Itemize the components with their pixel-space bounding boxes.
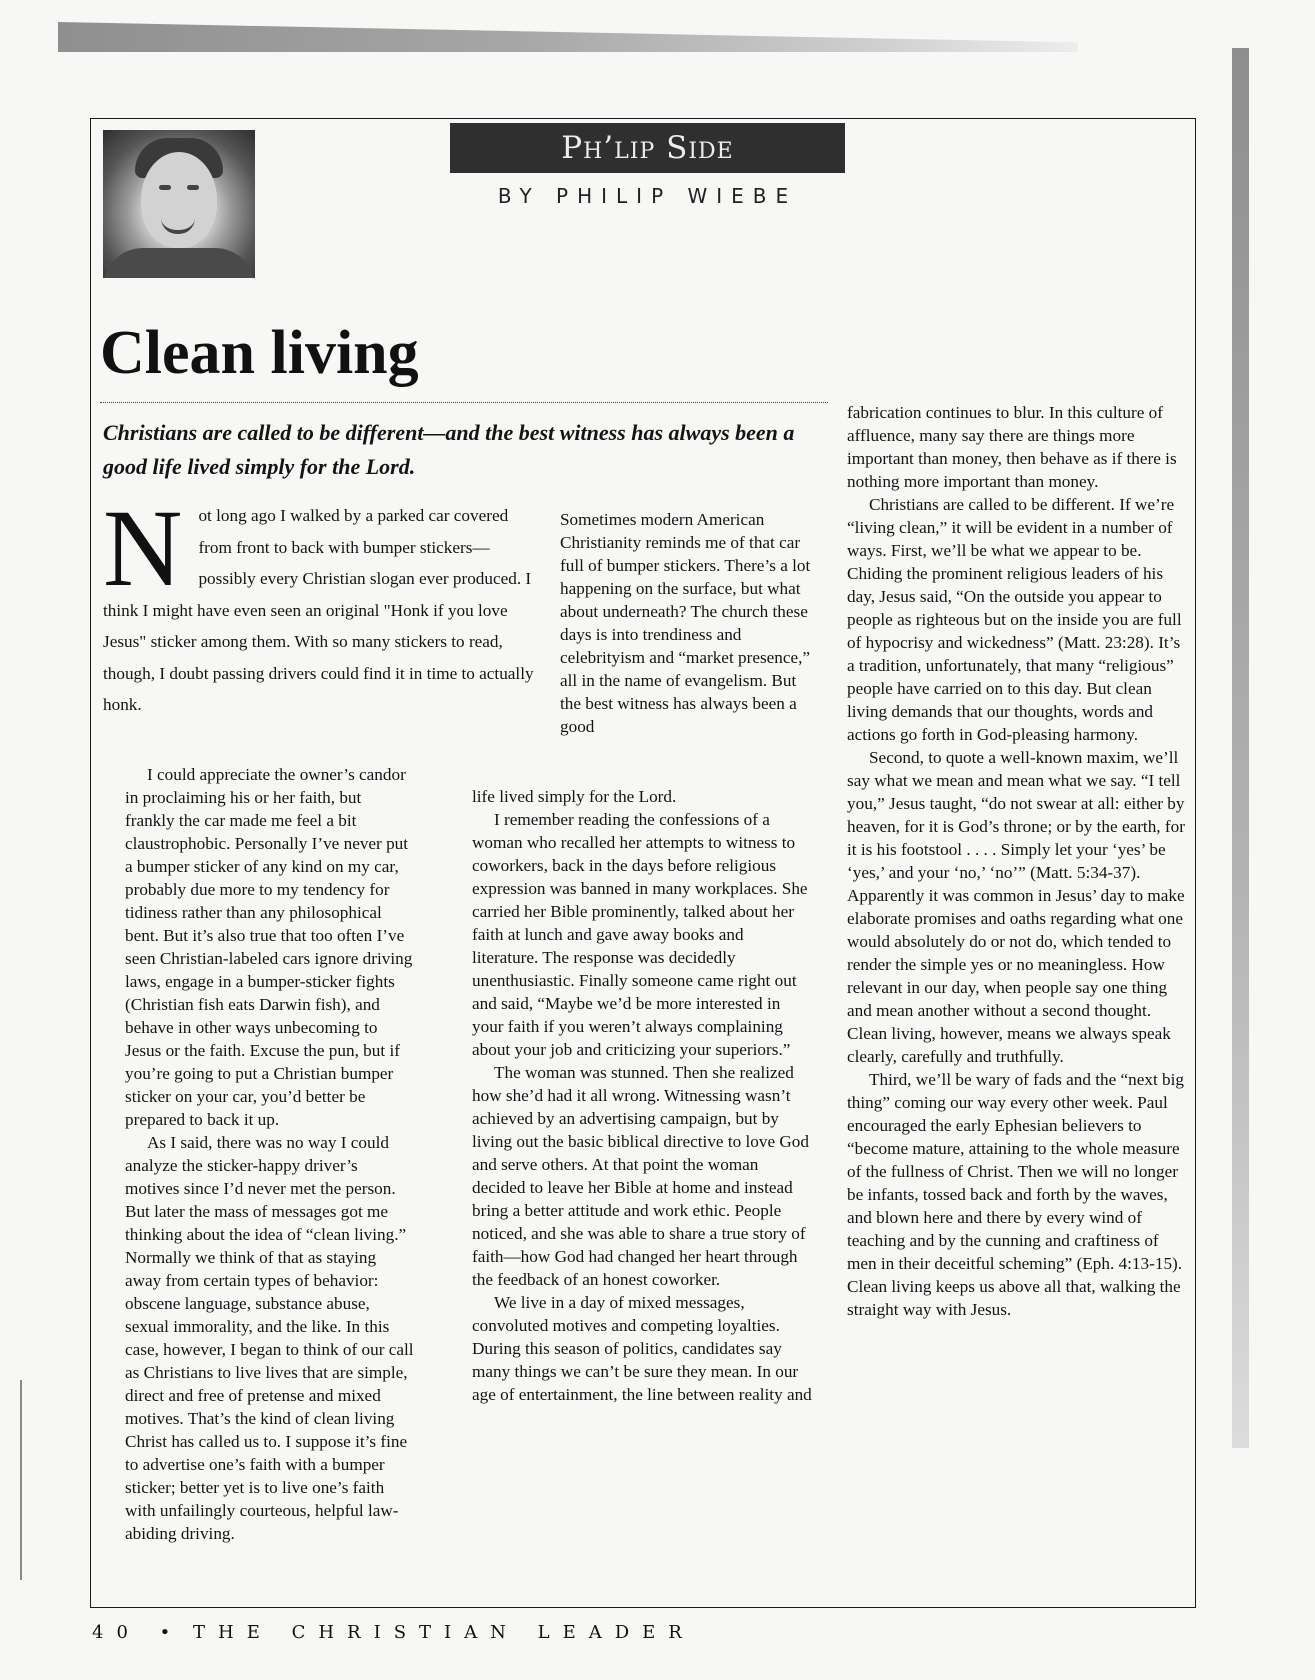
paragraph: The woman was stunned. Then she realized how she’d had it all wrong. Witnessing wasn’t achieved by an advertising campaign, but by living out the basic biblical directive to love God and serve others. At that point the woman decided to leave her Bible at home and instead bring a better attitude and work ethic. People noticed, and she was able to share a true story of faith—how God had changed her heart through the feedback of an honest coworker. [472,1063,809,1289]
page-number: 40 [92,1622,141,1643]
column-2-pullout [560,508,815,738]
article-deck: Christians are called to be different—and the best witness has always been a good life lived simply for the Lord. [103,420,795,479]
page-footer [92,1622,695,1643]
column-name-banner: Ph’lip Side [450,123,845,173]
paragraph: We live in a day of mixed messages, convoluted motives and competing loyalties. During this season of politics, candidates say many things we can’t be sure they mean. In our age of entertainment, the line between reality and [472,1293,812,1404]
author-photo [103,130,255,278]
dotted-divider [100,402,828,403]
byline: BY PHILIP WIEBE [497,184,798,208]
paragraph: Third, we’ll be wary of fads and the “next big thing” coming our way every other week. Paul encouraged the early Ephesian believers to “become mature, attaining to the whole measure of the fullness of Christ. Then we will no longer be infants, tossed back and forth by the waves, and blown here and there by every wind of teaching and by the cunning and craftiness of men in their deceitful scheming” (Eph. 4:13-15). Clean living keeps us above all that, walking the straight way with Jesus. [847,1070,1184,1319]
lead-text: ot long ago I walked by a parked car covered from front to back with bumper stickers—possibly every Christian slogan ever produced. I think I might have even seen an original "Honk if you love Jesus" sticker among them. With so many stickers to read, though, I doubt passing drivers could find it in time to actually honk. [103,506,534,714]
top-decorative-bar [58,22,1078,52]
lead-paragraph [103,487,535,721]
paragraph: fabrication continues to blur. In this culture of affluence, many say there are things more important than money, then behave as if there is nothing more important than money. [847,403,1177,491]
paragraph: I remember reading the confessions of a woman who recalled her attempts to witness to coworkers, back in the days before religious expression was banned in many workplaces. She carried her Bible prominently, talked about her faith at lunch and gave away books and literature. The response was decidedly unenthusiastic. Finally someone came right out and said, “Maybe we’d be more interested in your faith if you weren’t always complaining about your job and criticizing your superiors.” [472,810,808,1059]
paragraph: I could appreciate the owner’s candor in proclaiming his or her faith, but frankly the car made me feel a bit claustrophobic. Personally I’ve never put a bumper sticker of any kind on my car, probably due more to my tendency for tidiness rather than any philosophical bent. But it’s also true that too often I’ve seen Christian-labeled cars ignore driving laws, engage in a bumper-sticker fights (Christian fish eats Darwin fish), and behave in other ways unbecoming to Jesus or the faith. Excuse the pun, but if you’re going to put a Christian bumper sticker on your car, you’d better be prepared to back it up. [125,765,413,1129]
column-3 [847,401,1185,1321]
publication-name: THE CHRISTIAN LEADER [193,1622,695,1643]
paragraph: Second, to quote a well-known maxim, we’ll say what we mean and mean what we say. “I tell you,” Jesus taught, “do not swear at all: either by heaven, for it is God’s throne; or by the earth, for it is his footstool . . . . Simply let your ‘yes’ be ‘yes,’ and your ‘no,’ ‘no’” (Matt. 5:34-37). Apparently it was common in Jesus’ day to make elaborate promises and oaths regarding what one would absolutely do or not do, which tended to render the simple yes or no meaningless. How relevant in our day, when people say one thing and mean another without a second thought. Clean living, however, means we always speak clearly, carefully and truthfully. [847,748,1185,1066]
column-2 [472,785,812,1406]
article-title: Clean living [100,319,419,387]
paragraph: Sometimes modern American Christianity reminds me of that car full of bumper stickers. There’s a lot happening on the surface, but what about underneath? The church these days is into trendiness and celebrityism and “market presence,” all in the name of evangelism. But the best witness has always been a good [560,510,811,736]
column-1 [125,763,415,1545]
right-decorative-bar [1232,48,1249,1448]
paragraph: life lived simply for the Lord. [472,787,677,806]
footer-separator: • [159,1622,175,1643]
paragraph: As I said, there was no way I could analyze the sticker-happy driver’s motives since I’d never met the person. But later the mass of messages got me thinking about the idea of “clean living.” Normally we think of that as staying away from certain types of behavior: obscene language, substance abuse, sexual immorality, and the like. In this case, however, I began to think of our call as Christians to live lives that are simple, direct and free of pretense and mixed motives. That’s the kind of clean living Christ has called us to. I suppose it’s fine to advertise one’s faith with a bumper sticker; better yet is to live one’s faith with unfailingly courteous, helpful law-abiding driving. [125,1133,414,1543]
left-edge-line [20,1380,22,1580]
paragraph: Christians are called to be different. If we’re “living clean,” it will be evident in a number of ways. First, we’ll be what we appear to be. Chiding the prominent religious leaders of his day, Jesus said, “On the outside you appear to people as righteous but on the inside you are full of hypocrisy and wickedness” (Matt. 23:28). It’s a tradition, unfortunately, that many “religious” people have carried on to this day. But clean living demands that our thoughts, words and actions go forth in God-pleasing harmony. [847,495,1182,744]
drop-cap: N [103,487,183,609]
